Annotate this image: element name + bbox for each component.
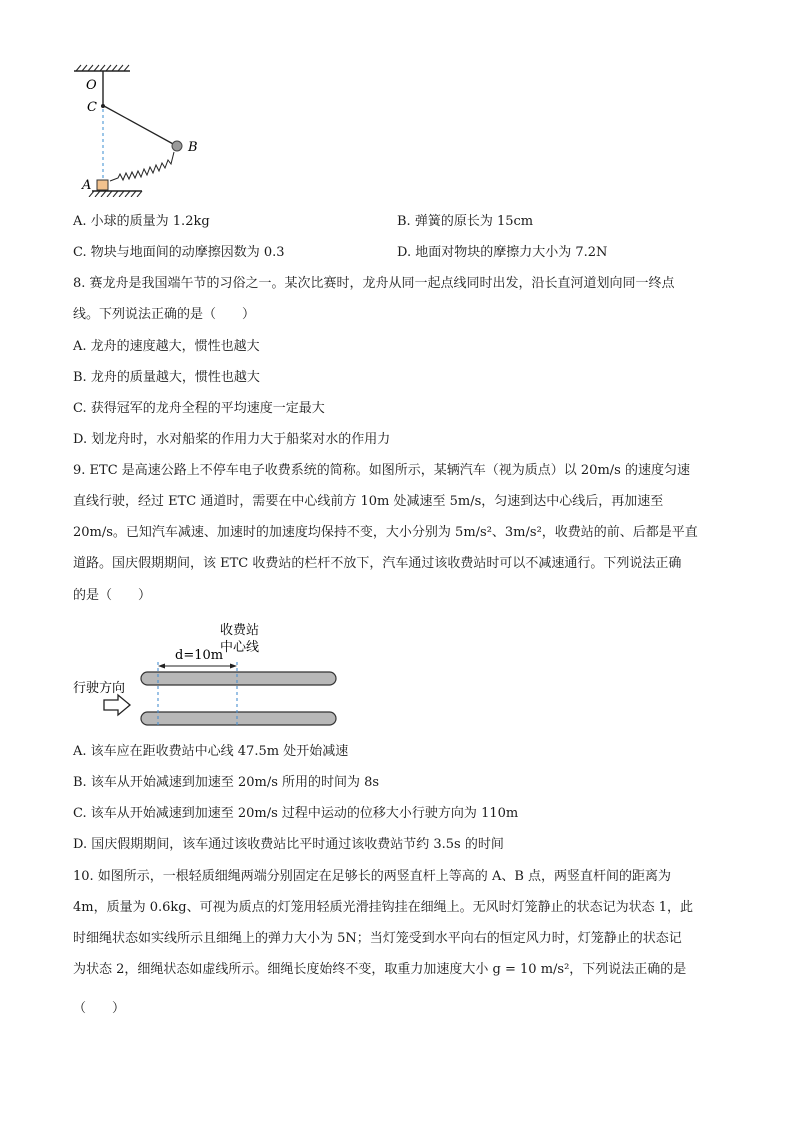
direction-arrow-icon (104, 695, 130, 715)
q9-stem-line1: 9. ETC 是高速公路上不停车电子收费系统的简称。如图所示，某辆汽车（视为质点）以 20m/s 的速度匀速 (73, 463, 690, 478)
q9-stem-line2: 直线行驶，经过 ETC 通道时，需要在中心线前方 10m 处减速至 5m/s，匀速到达中心线后，再加速至 (73, 494, 664, 509)
q10-stem-line5: （ ） (73, 1001, 126, 1016)
q8-option-d: D. 划龙舟时，水对船桨的作用力大于船桨对水的作用力 (73, 432, 391, 447)
q7-option-c: C. 物块与地面间的动摩擦因数为 0.3 (73, 245, 285, 260)
distance-label: d=10m (175, 648, 224, 663)
q7-option-b: B. 弹簧的原长为 15cm (397, 214, 534, 229)
q8-option-b: B. 龙舟的质量越大，惯性也越大 (73, 370, 260, 385)
q9-option-d: D. 国庆假期期间，该车通过该收费站比平时通过该收费站节约 3.5s 的时间 (73, 837, 504, 852)
q9-option-b: B. 该车从开始减速到加速至 20m/s 所用的时间为 8s (73, 775, 380, 790)
label-b: B (188, 140, 198, 155)
label-c: C (87, 100, 97, 115)
q7-option-d: D. 地面对物块的摩擦力大小为 7.2N (397, 245, 608, 260)
q9-stem-line4: 道路。国庆假期期间，该 ETC 收费站的栏杆不放下，汽车通过该收费站时可以不减速通行。下列说法正确 (73, 556, 682, 571)
q10-stem-line4: 为状态 2，细绳状态如虚线所示。细绳长度始终不变，取重力加速度大小 g = 10 m/s²，下列说法正确的是 (73, 962, 687, 977)
q10-stem-line2: 4m，质量为 0.6kg、可视为质点的灯笼用轻质光滑挂钩挂在细绳上。无风时灯笼静止的状态记为状态 1，此 (73, 900, 694, 915)
q7-figure (70, 62, 220, 197)
station-label-2: 中心线 (220, 640, 260, 655)
q9-option-c: C. 该车从开始减速到加速至 20m/s 过程中运动的位移大小行驶方向为 110m (73, 806, 519, 821)
q8-stem-line1: 8. 赛龙舟是我国端午节的习俗之一。某次比赛时，龙舟从同一起点线同时出发，沿长直河道划向同一终点 (73, 276, 675, 291)
q8-stem-line2: 线。下列说法正确的是（ ） (73, 307, 256, 322)
q7-option-a: A. 小球的质量为 1.2kg (73, 214, 210, 229)
q9-figure (70, 618, 350, 733)
q8-option-a: A. 龙舟的速度越大，惯性也越大 (73, 339, 260, 354)
q10-stem-line1: 10. 如图所示，一根轻质细绳两端分别固定在足够长的两竖直杆上等高的 A、B 点，两竖直杆间的距离为 (73, 869, 672, 884)
q9-stem-line5: 的是（ ） (73, 588, 152, 603)
station-label-1: 收费站 (220, 623, 260, 638)
q10-stem-line3: 时细绳状态如实线所示且细绳上的弹力大小为 5N；当灯笼受到水平向右的恒定风力时，灯笼静止的状态记 (73, 931, 682, 946)
label-a: A (82, 178, 92, 193)
q9-option-a: A. 该车应在距收费站中心线 47.5m 处开始减速 (73, 744, 349, 759)
q9-stem-line3: 20m/s。已知汽车减速、加速时的加速度均保持不变，大小分别为 5m/s²、3m/s²，收费站的前、后都是平直 (73, 525, 698, 540)
q8-option-c: C. 获得冠军的龙舟全程的平均速度一定最大 (73, 401, 325, 416)
label-o: O (86, 78, 97, 93)
direction-label: 行驶方向 (73, 681, 126, 696)
